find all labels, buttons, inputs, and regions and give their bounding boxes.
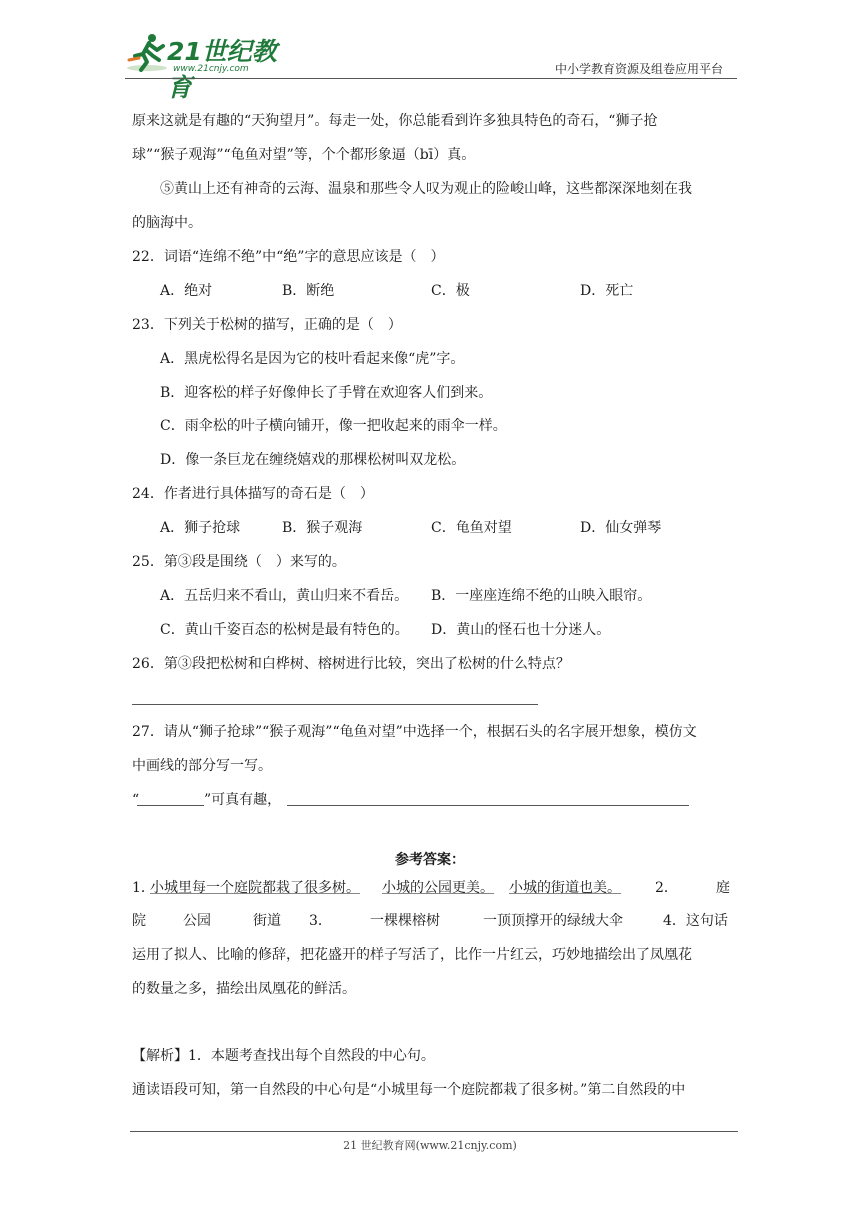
option: A．绝对 <box>160 283 213 299</box>
option: B．迎客松的样子好像伸长了手臂在欢迎客人们到来。 <box>160 385 493 401</box>
option: B．一座座连绵不绝的山映入眼帘。 <box>431 588 652 604</box>
option: C．龟鱼对望 <box>431 520 512 536</box>
footer-divider <box>130 1131 738 1132</box>
answer-text: 的数量之多，描绘出凤凰花的鲜活。 <box>132 981 356 997</box>
question-stem: 27．请从“狮子抢球”“猴子观海”“龟鱼对望”中选择一个，根据石头的名字展开想象，模仿文 <box>132 724 697 740</box>
option: A．狮子抢球 <box>160 520 241 536</box>
analysis-text: 通读语段可知，第一自然段的中心句是“小城里每一个庭院都栽了很多树。”第二自然段的中 <box>132 1082 686 1098</box>
question-stem: 26．第③段把松树和白桦树、榕树进行比较，突出了松树的什么特点？ <box>132 656 570 672</box>
option: C．极 <box>431 283 470 299</box>
question-stem: 24．作者进行具体描写的奇石是（ ） <box>132 486 374 502</box>
footer-text: 21 世纪教育网(www.21cnjy.com) <box>343 1139 517 1152</box>
question-stem: 22．词语“连绵不绝”中“绝”字的意思应该是（ ） <box>132 249 445 265</box>
answer-text: 公园 <box>183 913 211 929</box>
logo-url: www.21cnjy.com <box>173 64 249 74</box>
answers-title: 参考答案： <box>395 852 465 868</box>
question-stem: 25．第③段是围绕（ ）来写的。 <box>132 554 346 570</box>
option: C．黄山千姿百态的松树是最有特色的。 <box>160 622 409 638</box>
answer-blank[interactable] <box>137 805 204 806</box>
option: B．猴子观海 <box>282 520 363 536</box>
answer-sentence: 小城的街道也美。 <box>509 880 621 896</box>
answer-text: 运用了拟人、比喻的修辞，把花盛开的样子写活了，比作一片红云，巧妙地描绘出了凤凰花 <box>132 947 692 963</box>
option: D．黄山的怪石也十分迷人。 <box>431 622 611 638</box>
answer-text: 街道 <box>253 913 281 929</box>
passage-line: 的脑海中。 <box>132 215 202 231</box>
answer-text: 一棵棵榕树 <box>370 913 440 929</box>
option: B．断绝 <box>282 283 335 299</box>
site-logo <box>125 30 295 102</box>
answer-sentence: 小城的公园更美。 <box>382 880 494 896</box>
answer-blank[interactable] <box>287 805 689 806</box>
answer-text: 庭 <box>716 880 730 896</box>
option: D．死亡 <box>580 283 634 299</box>
quote-close-text: ”可真有趣， <box>204 792 282 808</box>
answer-text: 4．这句话 <box>663 913 728 929</box>
logo-text: 21世纪教育 <box>167 37 277 102</box>
runner-icon <box>125 30 171 76</box>
header-divider <box>125 78 737 79</box>
passage-line: ⑤黄山上还有神奇的云海、温泉和那些令人叹为观止的险峻山峰，这些都深深地刻在我 <box>160 181 692 197</box>
option: D．仙女弹琴 <box>580 520 662 536</box>
quote-open: “ <box>132 792 140 808</box>
answer-blank[interactable] <box>132 704 538 705</box>
answer-text: 院 <box>132 913 146 929</box>
option: D．像一条巨龙在缠绕嬉戏的那棵松树叫双龙松。 <box>160 452 466 468</box>
analysis-text: 【解析】1．本题考查找出每个自然段的中心句。 <box>132 1048 435 1064</box>
page-header <box>125 30 737 102</box>
passage-line: 球”“猴子观海”“龟鱼对望”等，个个都形象逼（bī）真。 <box>132 147 476 163</box>
answer-number: 2． <box>655 880 678 896</box>
question-stem: 23．下列关于松树的描写，正确的是（ ） <box>132 317 402 333</box>
option: C．雨伞松的叶子横向铺开，像一把收起来的雨伞一样。 <box>160 418 507 434</box>
answer-number: 3． <box>309 913 332 929</box>
passage-line: 原来这就是有趣的“天狗望月”。每走一处，你总能看到许多独具特色的奇石，“狮子抢 <box>132 113 658 129</box>
answer-sentence: 小城里每一个庭院都栽了很多树。 <box>150 880 360 896</box>
option: A．五岳归来不看山，黄山归来不看岳。 <box>160 588 409 604</box>
question-stem: 中画线的部分写一写。 <box>132 758 272 774</box>
option: A．黑虎松得名是因为它的枝叶看起来像“虎”字。 <box>160 351 465 367</box>
answer-number: 1． <box>132 880 155 896</box>
answer-text: 一顶顶撑开的绿绒大伞 <box>483 913 623 929</box>
platform-name: 中小学教育资源及组卷应用平台 <box>554 62 723 76</box>
